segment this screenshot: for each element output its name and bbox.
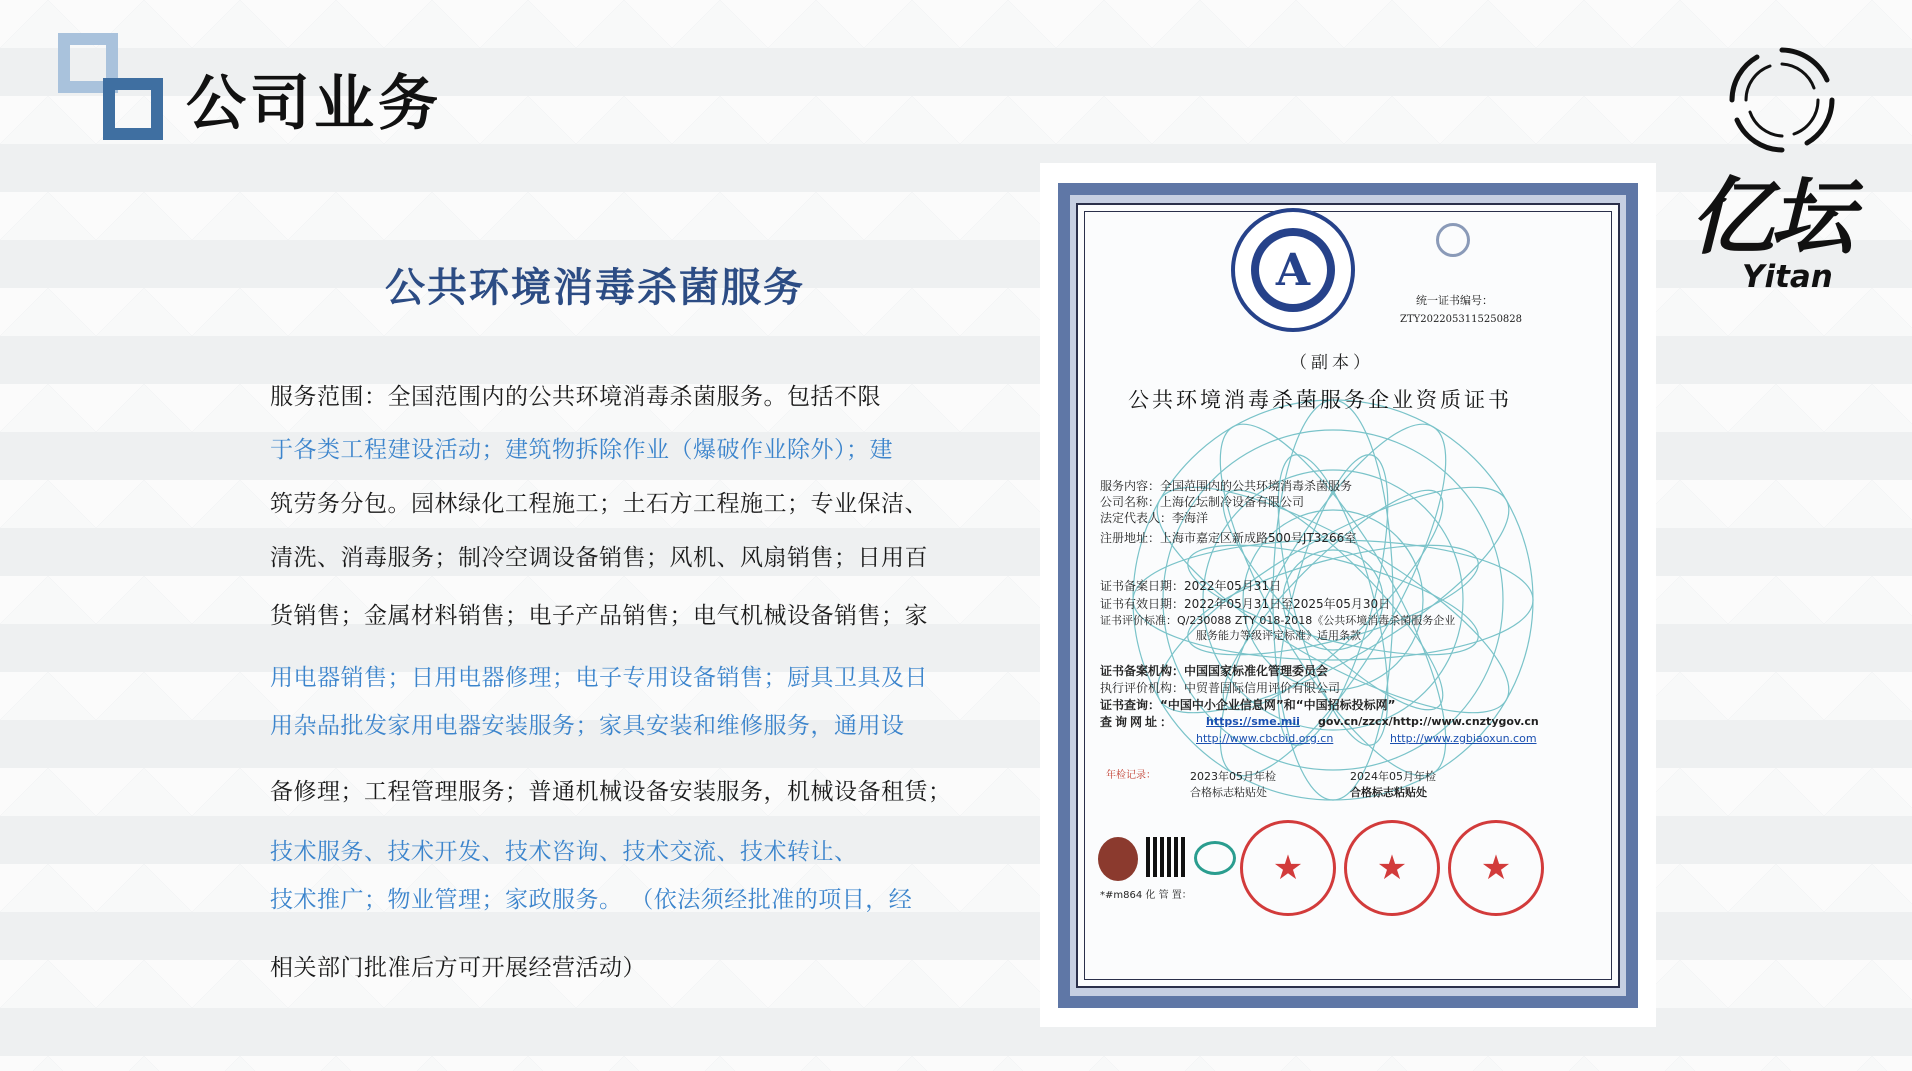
page-title: 公司业务	[186, 69, 442, 139]
body-line: 相关部门批准后方可开展经营活动）	[270, 955, 646, 981]
annual-inspection-2-note: 合格标志粘贴处	[1350, 786, 1427, 799]
body-line: 服务范围：全国范围内的公共环境消毒杀菌服务。包括不限	[270, 384, 881, 410]
body-line: 于各类工程建设活动；建筑物拆除作业（爆破作业除外）；建	[270, 437, 893, 463]
title-decoration-squares	[58, 33, 168, 145]
red-stamp-2-icon: ★	[1344, 820, 1440, 916]
grade-authentication-seal-icon	[1228, 205, 1358, 335]
section-title: 公共环境消毒杀菌服务	[385, 265, 805, 311]
annual-inspection-label: 年检记录：	[1106, 770, 1156, 781]
service-content: 服务内容：全国范围内的公共环境消毒杀菌服务	[1100, 479, 1353, 493]
red-stamp-3-icon: ★	[1448, 820, 1544, 916]
brand-name-en: Yitan	[1742, 259, 1833, 295]
association-logo-icon	[1194, 841, 1236, 875]
cert-number: ZTY2022053115250828	[1400, 314, 1523, 325]
company-name: 公司名称：上海亿坛制冷设备有限公司	[1100, 495, 1305, 509]
body-line: 技术推广；物业管理；家政服务。 （依法须经批准的项目，经	[270, 887, 913, 913]
evaluation-standard: 证书评价标准：Q/230088 ZTY 018-2018《公共环境消毒杀菌服务企业	[1100, 614, 1456, 627]
qr-code-icon	[1146, 837, 1186, 877]
badge-letter: A	[1275, 245, 1311, 296]
footer-code: *#m864 化 管 置：	[1100, 890, 1192, 901]
body-line: 用电器销售；日用电器修理；电子专用设备销售；厨具卫具及日	[270, 665, 928, 691]
filing-date: 证书备案日期：2022年05月31日	[1100, 579, 1282, 593]
annual-inspection-2: 2024年05月年检	[1350, 770, 1436, 783]
registered-address: 注册地址：上海市嘉定区新成路500号JT3266室	[1100, 531, 1357, 545]
query-url-3: http://www.cbcbid.org.cn	[1196, 732, 1334, 745]
body-line: 筑劳务分包。园林绿化工程施工；土石方工程施工；专业保洁、	[270, 491, 928, 517]
query-url-1: https://sme.mii	[1206, 715, 1300, 728]
filing-organization: 证书备案机构：中国国家标准化管理委员会	[1100, 664, 1329, 678]
query-info: 证书查询：“中国中小企业信息网”和“中国招标投标网”	[1100, 698, 1396, 712]
brand-name-cn: 亿坛	[1690, 168, 1851, 266]
query-url-2: gov.cn/zzcx/http://www.cnztygov.cn	[1318, 715, 1539, 728]
certificate-body	[1076, 203, 1620, 988]
brand-logo	[1690, 40, 1890, 300]
body-line: 清洗、消毒服务；制冷空调设备销售；风机、风扇销售；日用百	[270, 545, 928, 571]
national-emblem-icon	[1098, 837, 1138, 881]
certificate-title: 公共环境消毒杀菌服务企业资质证书	[1128, 388, 1512, 412]
authentication-badge	[1228, 205, 1358, 335]
legal-representative: 法定代表人：李海洋	[1100, 511, 1209, 525]
body-line: 备修理；工程管理服务；普通机械设备安装服务，机械设备租赁；	[270, 779, 952, 805]
evaluation-standard-cont: 服务能力等级评定标准》适用条款	[1196, 629, 1361, 642]
cert-number-label: 统一证书编号：	[1416, 294, 1493, 307]
red-stamp-1-icon: ★	[1240, 820, 1336, 916]
query-url-label: 查询网址：	[1100, 715, 1176, 729]
certificate-image	[1040, 163, 1656, 1027]
body-line: 用杂品批发家用电器安装服务；家具安装和维修服务，通用设	[270, 713, 905, 739]
dark-blue-square	[103, 78, 163, 140]
copy-label: （副本）	[1290, 353, 1374, 373]
evaluation-organization: 执行评价机构：中贸普国际信用评价有限公司	[1100, 681, 1341, 695]
body-line: 货销售；金属材料销售；电子产品销售；电气机械设备销售；家	[270, 603, 928, 629]
annual-inspection-1: 2023年05月年检	[1190, 770, 1276, 783]
small-emblem-icon	[1436, 223, 1470, 257]
valid-period: 证书有效日期：2022年05月31日至2025年05月30日	[1100, 597, 1391, 611]
annual-inspection-1-note: 合格标志粘贴处	[1190, 786, 1267, 799]
body-line: 技术服务、技术开发、技术咨询、技术交流、技术转让、	[270, 839, 858, 865]
query-url-4: http://www.zgbiaoxun.com	[1390, 732, 1537, 745]
swirl-logo-icon	[1722, 40, 1842, 160]
